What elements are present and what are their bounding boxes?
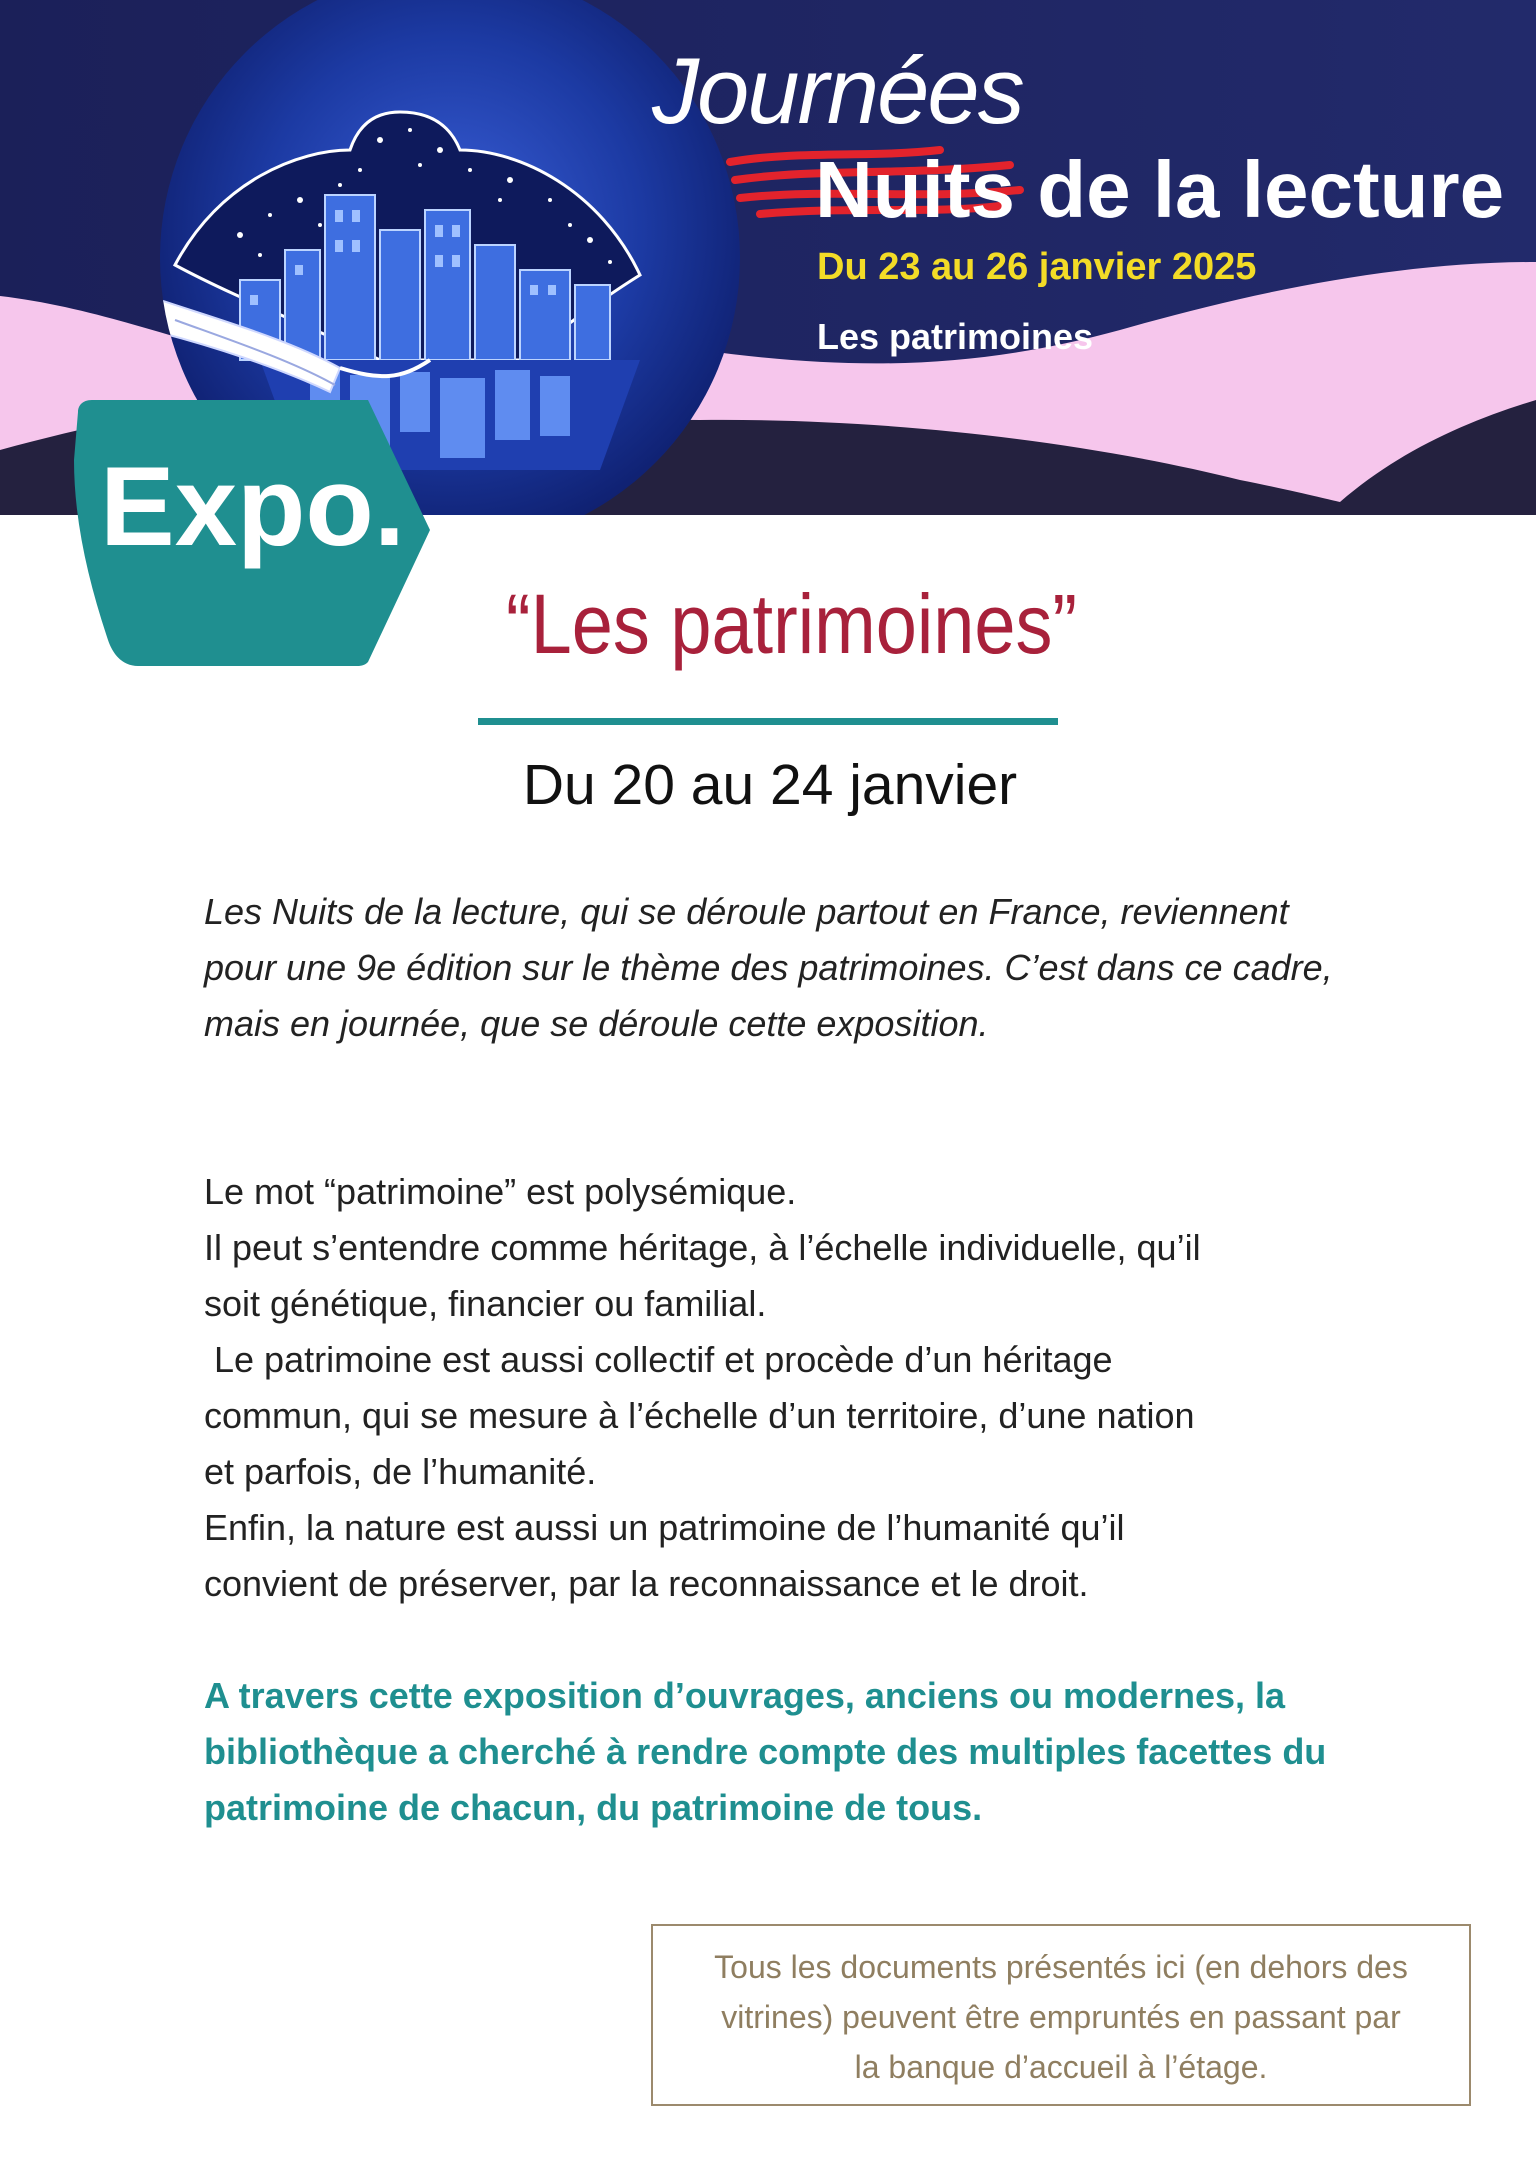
exhibition-title: “Les patrimoines” xyxy=(506,577,1078,671)
body-line: convient de préserver, par la reconnaissance et le droit. xyxy=(204,1563,1089,1604)
expo-label: Expo. xyxy=(100,444,405,569)
note-line: la banque d’accueil à l’étage. xyxy=(854,2049,1268,2085)
event-theme: Les patrimoines xyxy=(817,316,1094,357)
body-line: Enfin, la nature est aussi un patrimoine de l’humanité qu’il xyxy=(204,1507,1125,1548)
struck-word: Nuits xyxy=(815,145,1015,234)
loan-note-text xyxy=(653,1942,1469,2092)
event-title-rest: de la lecture xyxy=(1015,145,1505,234)
note-line: vitrines) peuvent être empruntés en passant par xyxy=(721,1999,1401,2035)
body-line: et parfois, de l’humanité. xyxy=(204,1451,597,1492)
title-divider xyxy=(478,718,1058,725)
event-title-journees: Journées xyxy=(652,38,1023,143)
note-line: Tous les documents présentés ici (en dehors des xyxy=(714,1949,1408,1985)
body-line: Le mot “patrimoine” est polysémique. xyxy=(204,1171,797,1212)
body-line: commun, qui se mesure à l’échelle d’un territoire, d’une nation xyxy=(204,1395,1195,1436)
body-line: soit génétique, financier ou familial. xyxy=(204,1283,767,1324)
event-dates: Du 23 au 26 janvier 2025 xyxy=(817,246,1257,288)
loan-note-box xyxy=(651,1924,1471,2106)
body-line: Il peut s’entendre comme héritage, à l’échelle individuelle, qu’il xyxy=(204,1227,1201,1268)
exhibition-dates: Du 20 au 24 janvier xyxy=(522,753,1018,817)
body-line: Le patrimoine est aussi collectif et procède d’un héritage xyxy=(204,1339,1113,1380)
intro-paragraph: Les Nuits de la lecture, qui se déroule partout en France, reviennent pour une 9e édition sur le thème des patrimoines. C’est dans ce cadre, mais en journée, que se déroule cette exposition. xyxy=(204,891,1333,1044)
highlight-paragraph: A travers cette exposition d’ouvrages, anciens ou modernes, la bibliothèque a cherché à rendre compte des multiples facettes du patrimoine de chacun, du patrimoine de tous. xyxy=(204,1675,1327,1828)
body-paragraph xyxy=(204,1164,1364,1612)
event-title-line2 xyxy=(815,145,1505,234)
